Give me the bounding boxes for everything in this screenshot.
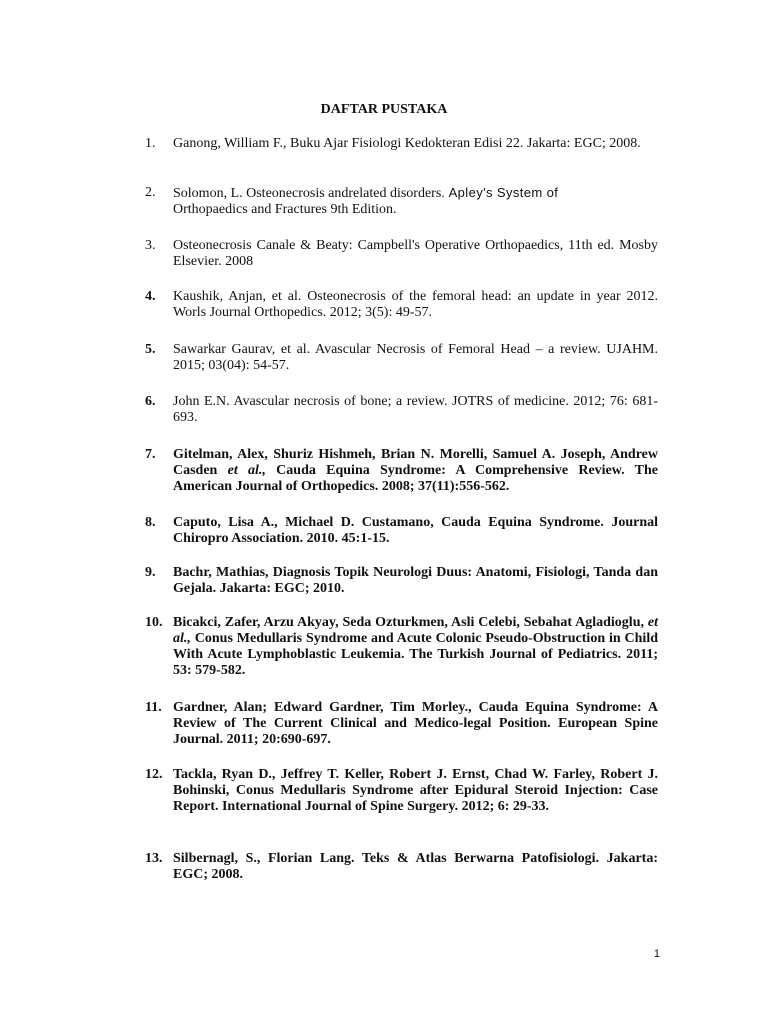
reference-item: [145, 515, 658, 547]
reference-text: Bachr, Mathias, Diagnosis Topik Neurologi Duus: Anatomi, Fisiologi, Tanda dan Gejala. Jakarta: EGC; 2010.: [173, 565, 658, 596]
reference-text-part: Gitelman, Alex, Shuriz Hishmeh, Brian N. Morelli, Samuel A. Joseph, Andrew Casden: [173, 447, 658, 478]
reference-number: 1.: [145, 136, 156, 151]
reference-text: Gardner, Alan; Edward Gardner, Tim Morley., Cauda Equina Syndrome: A Review of The Current Clinical and Medico-legal Position. European Spine Journal. 2011; 20:690-697.: [173, 700, 658, 747]
reference-item: [145, 700, 658, 748]
reference-item: [145, 851, 658, 883]
reference-item: [145, 447, 658, 495]
reference-number: 6.: [145, 394, 156, 409]
reference-item: [145, 289, 658, 321]
reference-text: Kaushik, Anjan, et al. Osteonecrosis of the femoral head: an update in year 2012. Worls Journal Orthopedics. 2012; 3(5): 49-57.: [173, 289, 658, 320]
reference-item: [145, 565, 658, 597]
reference-text: Ganong, William F., Buku Ajar Fisiologi Kedokteran Edisi 22. Jakarta: EGC; 2008.: [173, 136, 641, 151]
reference-text-part: Cauda Equina Syndrome: A Comprehensive Review. The American Journal of Orthopedics. 2008; 37(11):556-562.: [173, 463, 658, 494]
reference-text: [173, 447, 658, 495]
reference-text-part: Solomon, L. Osteonecrosis andrelated disorders: [173, 186, 442, 201]
reference-text-part: Conus Medullaris Syndrome and Acute Colonic Pseudo-Obstruction in Child With Acute Lymphoblastic Leukemia. The Turkish Journal of Pediatrics. 2011; 53: 579-582.: [173, 631, 658, 678]
reference-number: 2.: [145, 185, 156, 200]
reference-item: [145, 238, 658, 270]
page-number: 1: [653, 948, 660, 960]
reference-number: 12.: [145, 767, 163, 782]
reference-item: [145, 136, 658, 152]
reference-text-italic: et al.,: [227, 463, 266, 478]
reference-text-part: Bicakci, Zafer, Arzu Akyay, Seda Ozturkmen, Asli Celebi, Sebahat Agladioglu,: [173, 615, 648, 630]
reference-text-part: . Apley's System of: [441, 185, 559, 200]
reference-number: 11.: [145, 700, 162, 715]
reference-item: [145, 185, 658, 218]
reference-text-italic: et al.,: [173, 615, 658, 646]
reference-text: Silbernagl, S., Florian Lang. Teks & Atlas Berwarna Patofisiologi. Jakarta: EGC; 2008.: [173, 851, 658, 882]
reference-item: [145, 767, 658, 815]
reference-item: [145, 342, 658, 374]
reference-text: Sawarkar Gaurav, et al. Avascular Necrosis of Femoral Head – a review. UJAHM. 2015; 03(04): 54-57.: [173, 342, 658, 373]
reference-text: Tackla, Ryan D., Jeffrey T. Keller, Robert J. Ernst, Chad W. Farley, Robert J. Bohinski, Conus Medullaris Syndrome after Epidural Steroid Injection: Case Report. International Journal of Spine Surgery. 2012; 6: 29-33.: [173, 767, 658, 814]
reference-text: Caputo, Lisa A., Michael D. Custamano, Cauda Equina Syndrome. Journal Chiropro Association. 2010. 45:1-15.: [173, 515, 658, 546]
page-title: DAFTAR PUSTAKA: [320, 102, 448, 117]
reference-number: 7.: [145, 447, 156, 462]
reference-text: [173, 615, 658, 679]
reference-number: 13.: [145, 851, 163, 866]
reference-number: 10.: [145, 615, 163, 630]
reference-number: 8.: [145, 515, 156, 530]
reference-number: 3.: [145, 238, 156, 253]
reference-text: Osteonecrosis Canale & Beaty: Campbell's Operative Orthopaedics, 11th ed. Mosby Elsevier. 2008: [173, 238, 658, 269]
reference-number: 4.: [145, 289, 156, 304]
reference-text: [173, 185, 658, 218]
reference-number: 9.: [145, 565, 156, 580]
reference-text-part: Orthopaedics and Fractures 9th Edition.: [173, 202, 397, 217]
reference-text: John E.N. Avascular necrosis of bone; a review. JOTRS of medicine. 2012; 76: 681-693.: [173, 394, 658, 425]
reference-item: [145, 394, 658, 426]
reference-number: 5.: [145, 342, 156, 357]
reference-item: [145, 615, 658, 679]
